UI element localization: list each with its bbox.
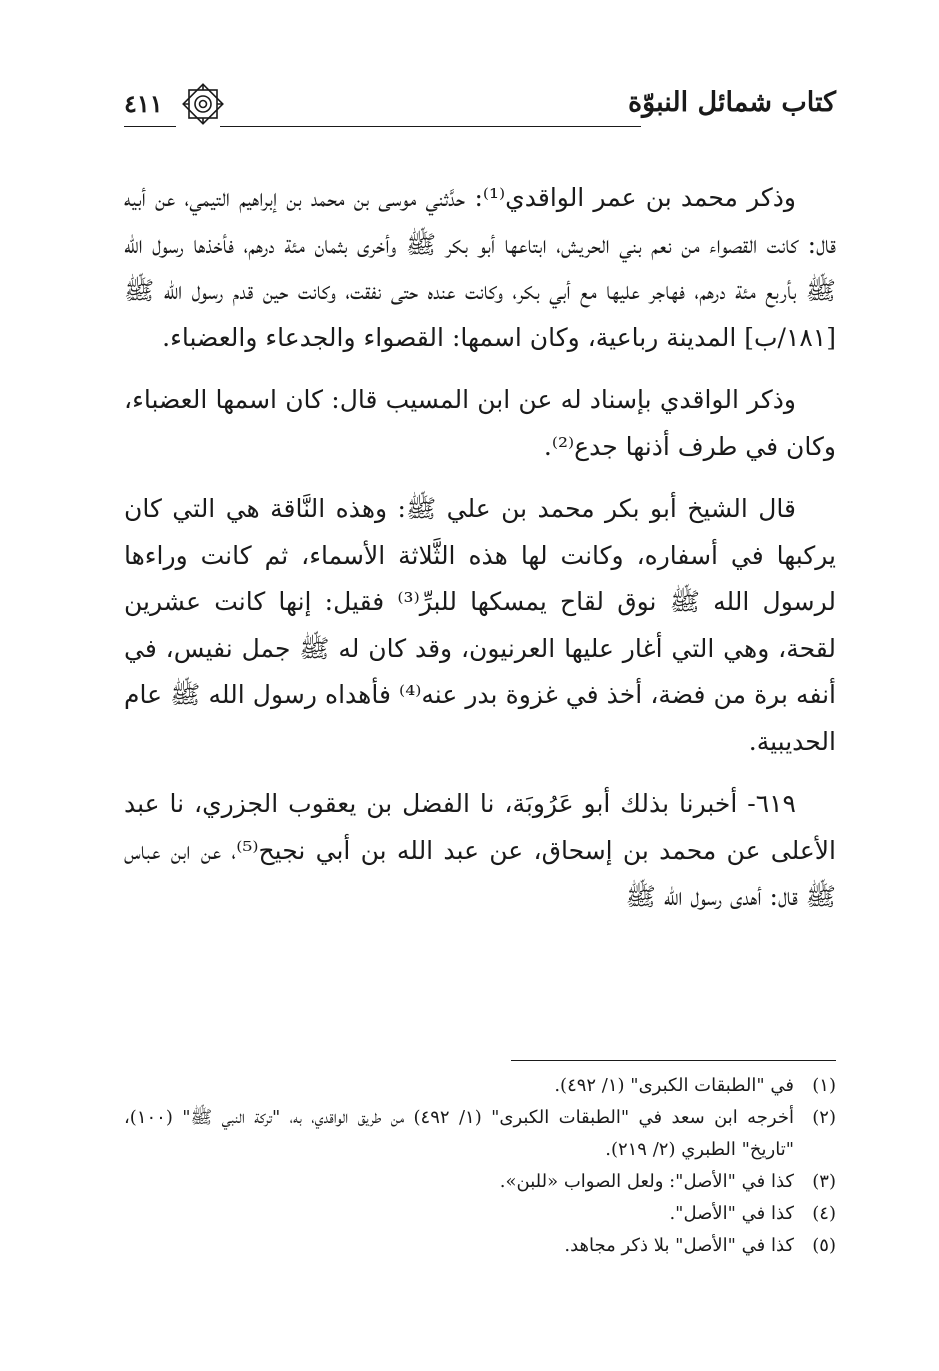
footnote	[124, 1102, 836, 1166]
footnote-text: في "الطبقات الكبرى" (١/ ٤٩٢).	[554, 1075, 794, 1096]
footnote-text: كذا في "الأصل" بلا ذكر مجاهد.	[564, 1235, 794, 1256]
footnote-text: أخرجه ابن سعد في "الطبقات الكبرى" (١/ ٤٩٢) من طريق الواقدي، به، "تركة النبي ﷺ" (١٠٠)، "تاريخ" الطبري (٢/ ٢١٩).	[124, 1107, 794, 1160]
footnote-number: (٢)	[812, 1107, 836, 1128]
running-title: كتاب شمائل النبوّة	[628, 87, 836, 118]
footnote	[124, 1230, 836, 1262]
footnote	[124, 1198, 836, 1230]
page-number: ٤١١	[124, 89, 163, 118]
footnote-number: (٤)	[812, 1203, 836, 1224]
footnote-text: كذا في "الأصل".	[669, 1203, 794, 1224]
header-rule	[220, 126, 641, 127]
ornament-icon	[179, 80, 227, 128]
page-number-rule	[124, 126, 176, 127]
footnote-number: (١)	[812, 1075, 836, 1096]
footnote-rule	[511, 1060, 836, 1061]
footnote-number: (٥)	[812, 1235, 836, 1256]
paragraph: وذكر محمد بن عمر الواقدي⁽¹⁾: حدَّثني موسى بن محمد بن إبراهيم التيمي، عن أبيه قال: كانت القصواء من نعم بني الحريش، ابتاعها أبو بكر ﷺ وأخرى بثمان مئة درهم، فأخذها رسول الله ﷺ بأربع مئة درهم، فهاجر عليها مع أبي بكر، وكانت عنده حتى نفقت، وكانت حين قدم رسول الله ﷺ [١٨١/ب] المدينة رباعية، وكان اسمها: القصواء والجدعاء والعضباء.	[124, 183, 836, 352]
footnote-number: (٣)	[812, 1171, 836, 1192]
paragraph: ٦١٩- أخبرنا بذلك أبو عَرُوبَة، نا الفضل بن يعقوب الجزري، نا عبد الأعلى عن محمد بن إسحاق، عن عبد الله بن أبي نجيح⁽⁵⁾، عن ابن عباس ﷺ قال: أهدى رسول الله ﷺ	[124, 789, 837, 911]
page-header	[124, 86, 836, 132]
footnotes	[124, 1070, 836, 1262]
paragraph: قال الشيخ أبو بكر محمد بن علي ﷺ: وهذه النَّاقة هي التي كان يركبها في أسفاره، وكانت لها هذه الثَّلاثة الأسماء، ثم كانت وراءها لرسول الله ﷺ نوق لقاح يمسكها للبرِّ⁽³⁾ فقيل: إنها كانت عشرين لقحة، وهي التي أغار عليها العرنيون، وقد كان له ﷺ جمل نفيس، في أنفه برة من فضة، أخذ في غزوة بدر عنه⁽⁴⁾ فأهداه رسول الله ﷺ عام الحديبية.	[124, 494, 836, 756]
paragraph: وذكر الواقدي بإسناد له عن ابن المسيب قال: كان اسمها العضباء، وكان في طرف أذنها جدع⁽²⁾.	[124, 385, 836, 461]
footnote	[124, 1166, 836, 1198]
footnote	[124, 1070, 836, 1102]
footnote-text: كذا في "الأصل": ولعل الصواب «للبن».	[499, 1171, 794, 1192]
body-text	[124, 175, 836, 921]
